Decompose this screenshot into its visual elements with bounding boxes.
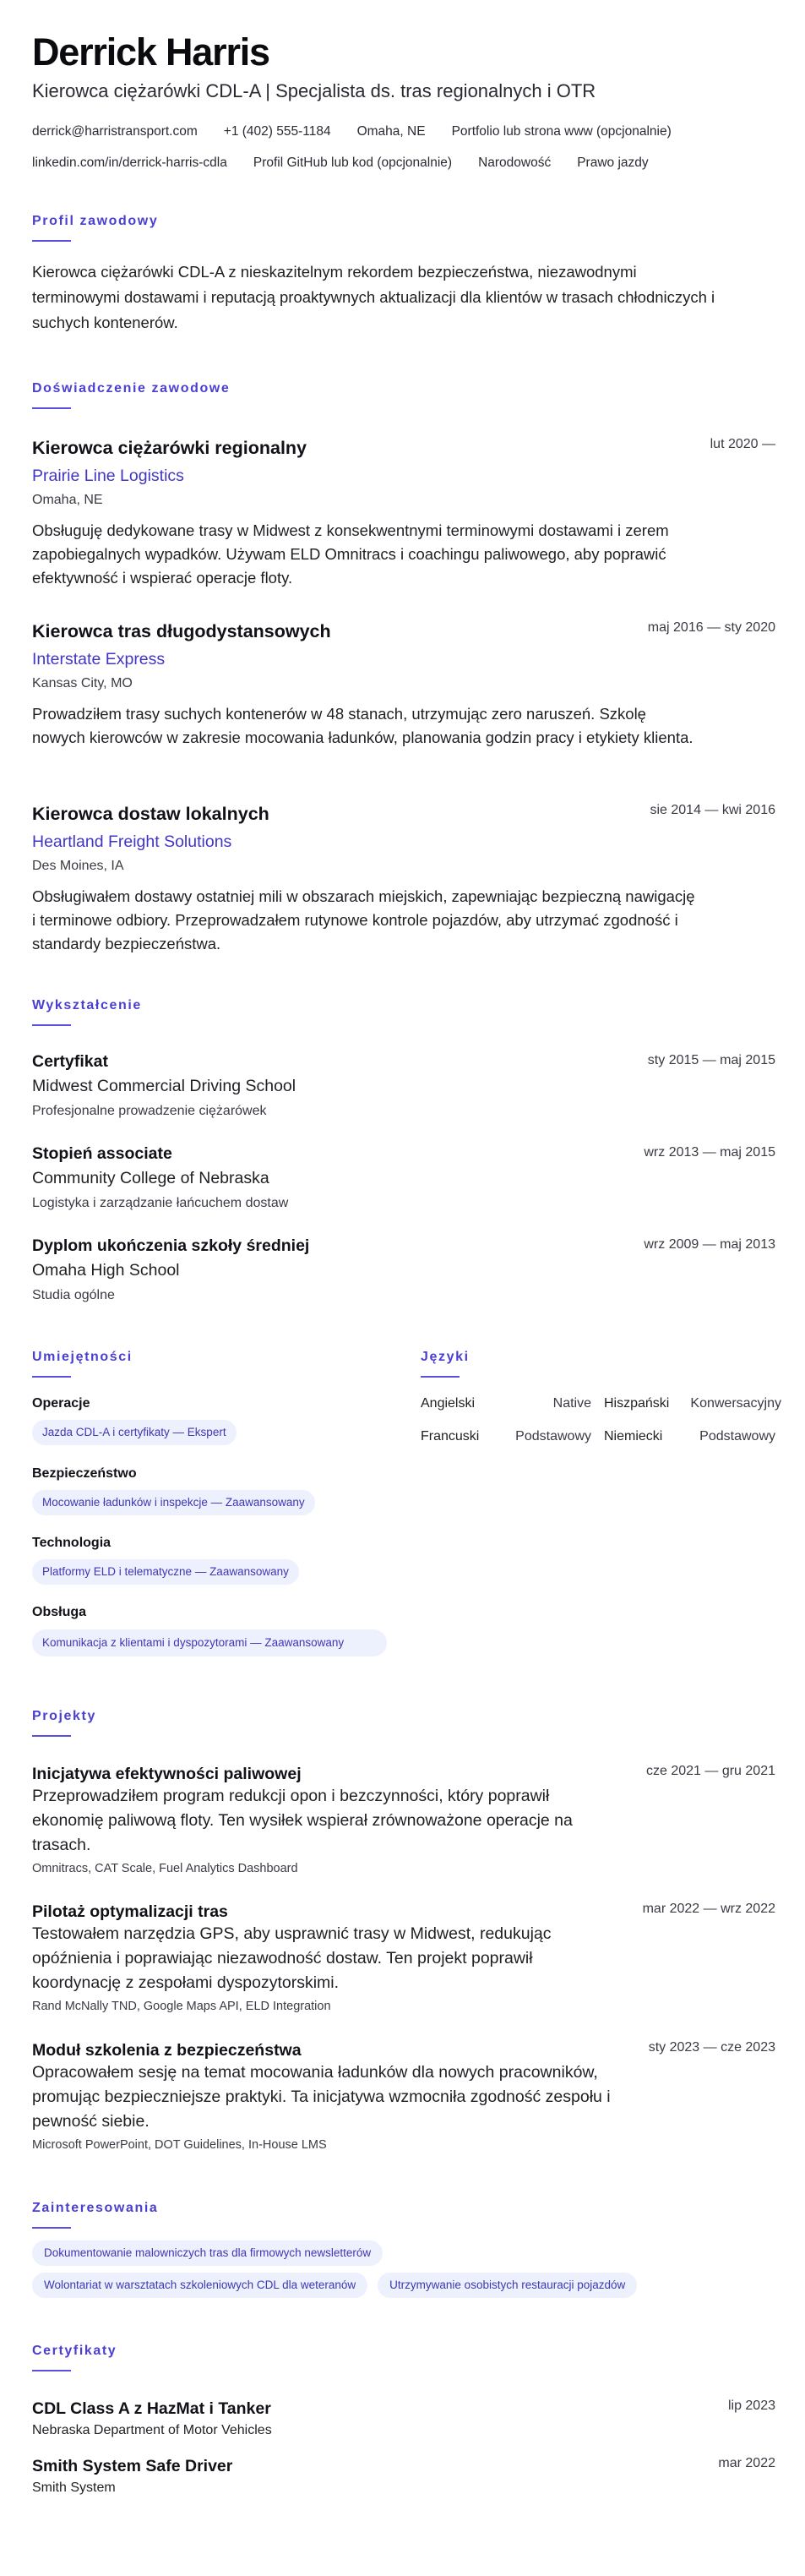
contact-row-secondary xyxy=(32,154,792,172)
section-rule xyxy=(32,2370,71,2371)
skill-chip: Mocowanie ładunków i inspekcje — Zaawansowany xyxy=(32,1490,315,1515)
section-title-interests: Zainteresowania xyxy=(32,2201,159,2215)
job-title: Kierowca ciężarówki regionalny xyxy=(32,438,307,458)
contact-phone[interactable]: +1 (402) 555-1184 xyxy=(223,124,331,139)
profile-summary: Kierowca ciężarówki CDL-A z nieskazitelnym rekordem bezpieczeństwa, niezawodnymi terminowymi dostawami i reputacją proaktywnych aktualizacji dla klientów w trasach chłodniczych i suchych kontenerów. xyxy=(32,263,715,331)
project-description: Opracowałem sesję na temat mocowania ładunków dla nowych pracowników, promując bezpieczniejsze praktyki. Ta inicjatywa wzmocniła zgodność zespołu i pewność siebie. xyxy=(32,2063,611,2131)
section-rule xyxy=(32,1024,71,1026)
project-description: Testowałem narzędzia GPS, aby usprawnić trasy w Midwest, redukując opóźnienia i poprawiając niezawodność dostaw. Ten projekt poprawił koordynację z zespołami dyspozytorskimi. xyxy=(32,1924,552,1992)
job-location: Des Moines, IA xyxy=(32,859,124,873)
job-dates: maj 2016 — sty 2020 xyxy=(647,620,775,635)
job-title: Kierowca tras długodystansowych xyxy=(32,621,331,641)
education-dates: sty 2015 — maj 2015 xyxy=(647,1053,775,1067)
skill-chip: Komunikacja z klientami i dyspozytorami — Zaawansowany xyxy=(32,1629,387,1656)
language-name: Niemiecki xyxy=(604,1429,663,1444)
education-dates: wrz 2013 — maj 2015 xyxy=(644,1145,775,1160)
skill-chip: Platformy ELD i telematyczne — Zaawansowany xyxy=(32,1559,299,1585)
contact-row-primary xyxy=(32,123,792,141)
section-rule xyxy=(32,1376,71,1378)
job-description: Obsługiwałem dostawy ostatniej mili w obszarach miejskich, zapewniając bezpieczną nawigację i terminowe odbiory. Przeprowadzałem rutynowe kontrole pojazdów, aby utrzymać zgodność i standardy bezpieczeństwa. xyxy=(32,887,695,952)
skill-group-name: Technologia xyxy=(32,1536,112,1550)
section-rule xyxy=(32,2227,71,2229)
project-tech: Rand McNally TND, Google Maps API, ELD Integration xyxy=(32,2000,331,2013)
contact-linkedin[interactable]: linkedin.com/in/derrick-harris-cdla xyxy=(32,156,227,170)
education-degree: Stopień associate xyxy=(32,1144,172,1163)
section-title-languages: Języki xyxy=(421,1350,470,1364)
job-dates: sie 2014 — kwi 2016 xyxy=(650,803,775,817)
project-tech: Omnitracs, CAT Scale, Fuel Analytics Dashboard xyxy=(32,1862,298,1875)
contact-email[interactable]: derrick@harristransport.com xyxy=(32,124,198,139)
job-company: Interstate Express xyxy=(32,650,166,669)
candidate-name: Derrick Harris xyxy=(32,30,269,74)
project-title: Inicjatywa efektywności paliwowej xyxy=(32,1765,302,1783)
section-title-projects: Projekty xyxy=(32,1709,96,1723)
education-degree: Dyplom ukończenia szkoły średniej xyxy=(32,1236,310,1255)
job-dates: lut 2020 — xyxy=(710,437,775,451)
interests-row xyxy=(32,2273,637,2298)
language-name: Francuski xyxy=(421,1429,480,1444)
interest-chip: Utrzymywanie osobistych restauracji pojazdów xyxy=(378,2273,637,2298)
certification-date: mar 2022 xyxy=(718,2456,775,2470)
project-dates: mar 2022 — wrz 2022 xyxy=(642,1902,775,1916)
education-school: Community College of Nebraska xyxy=(32,1169,269,1187)
interests-row xyxy=(32,2240,383,2266)
education-school: Omaha High School xyxy=(32,1261,180,1280)
certification-issuer: Smith System xyxy=(32,2480,116,2495)
certification-name: CDL Class A z HazMat i Tanker xyxy=(32,2399,271,2418)
section-title-experience: Doświadczenie zawodowe xyxy=(32,381,231,396)
education-field: Profesjonalne prowadzenie ciężarówek xyxy=(32,1104,267,1118)
section-rule xyxy=(32,240,71,242)
education-field: Studia ogólne xyxy=(32,1288,115,1302)
language-name: Hiszpański xyxy=(604,1396,670,1411)
job-company: Prairie Line Logistics xyxy=(32,467,184,485)
interest-chip: Dokumentowanie malowniczych tras dla firmowych newsletterów xyxy=(32,2240,383,2266)
education-degree: Certyfikat xyxy=(32,1052,108,1071)
job-description: Obsługuję dedykowane trasy w Midwest z konsekwentnymi terminowymi dostawami i zerem zapobiegalnych wypadków. Używam ELD Omnitracs i coachingu paliwowego, aby poprawić efektywność i wspierać operacje floty. xyxy=(32,521,669,587)
section-rule xyxy=(32,407,71,409)
project-dates: sty 2023 — cze 2023 xyxy=(648,2040,775,2055)
skill-group-name: Obsługa xyxy=(32,1605,87,1619)
project-description: Przeprowadziłem program redukcji opon i bezczynności, który poprawił ekonomię paliwową floty. Ten wysiłek wspierał zrównoważone operacje na trasach. xyxy=(32,1787,573,1854)
project-tech: Microsoft PowerPoint, DOT Guidelines, In-House LMS xyxy=(32,2138,327,2152)
language-level: Native xyxy=(552,1396,591,1411)
language-name: Angielski xyxy=(421,1396,476,1411)
section-title-profile: Profil zawodowy xyxy=(32,214,159,228)
job-company: Heartland Freight Solutions xyxy=(32,832,232,851)
contact-location: Omaha, NE xyxy=(356,124,426,139)
section-rule xyxy=(32,1735,71,1737)
contact-github[interactable]: Profil GitHub lub kod (opcjonalnie) xyxy=(253,156,453,170)
language-level: Podstawowy xyxy=(699,1429,775,1444)
education-dates: wrz 2009 — maj 2013 xyxy=(644,1237,775,1252)
section-title-education: Wykształcenie xyxy=(32,998,142,1012)
project-dates: cze 2021 — gru 2021 xyxy=(646,1764,775,1778)
project-title: Moduł szkolenia z bezpieczeństwa xyxy=(32,2041,302,2060)
interest-chip: Wolontariat w warsztatach szkoleniowych CDL dla weteranów xyxy=(32,2273,367,2298)
skill-chip: Jazda CDL-A i certyfikaty — Ekspert xyxy=(32,1420,237,1445)
education-school: Midwest Commercial Driving School xyxy=(32,1077,296,1095)
language-level: Konwersacyjny xyxy=(690,1396,781,1411)
section-title-certifications: Certyfikaty xyxy=(32,2344,117,2358)
certification-issuer: Nebraska Department of Motor Vehicles xyxy=(32,2423,272,2437)
resume-page xyxy=(32,0,781,2576)
section-title-skills: Umiejętności xyxy=(32,1350,133,1364)
job-title: Kierowca dostaw lokalnych xyxy=(32,804,269,824)
certification-name: Smith System Safe Driver xyxy=(32,2457,233,2475)
job-description: Prowadziłem trasy suchych kontenerów w 48 stanach, utrzymując zero naruszeń. Szkolę nowych kierowców w zakresie mocowania ładunków, planowania godzin pracy i etykiety klienta. xyxy=(32,705,693,746)
contact-portfolio[interactable]: Portfolio lub strona www (opcjonalnie) xyxy=(451,124,672,139)
education-field: Logistyka i zarządzanie łańcuchem dostaw xyxy=(32,1196,289,1210)
job-location: Omaha, NE xyxy=(32,493,103,507)
contact-nationality: Narodowość xyxy=(478,156,552,170)
language-level: Podstawowy xyxy=(515,1429,591,1444)
skill-group-name: Bezpieczeństwo xyxy=(32,1466,137,1481)
job-location: Kansas City, MO xyxy=(32,676,133,690)
skill-group-name: Operacje xyxy=(32,1396,90,1411)
candidate-headline: Kierowca ciężarówki CDL-A | Specjalista ds. tras regionalnych i OTR xyxy=(32,80,596,101)
project-title: Pilotaż optymalizacji tras xyxy=(32,1902,228,1921)
certification-date: lip 2023 xyxy=(727,2399,775,2413)
section-rule xyxy=(421,1376,460,1378)
contact-driving-license: Prawo jazdy xyxy=(577,156,649,170)
